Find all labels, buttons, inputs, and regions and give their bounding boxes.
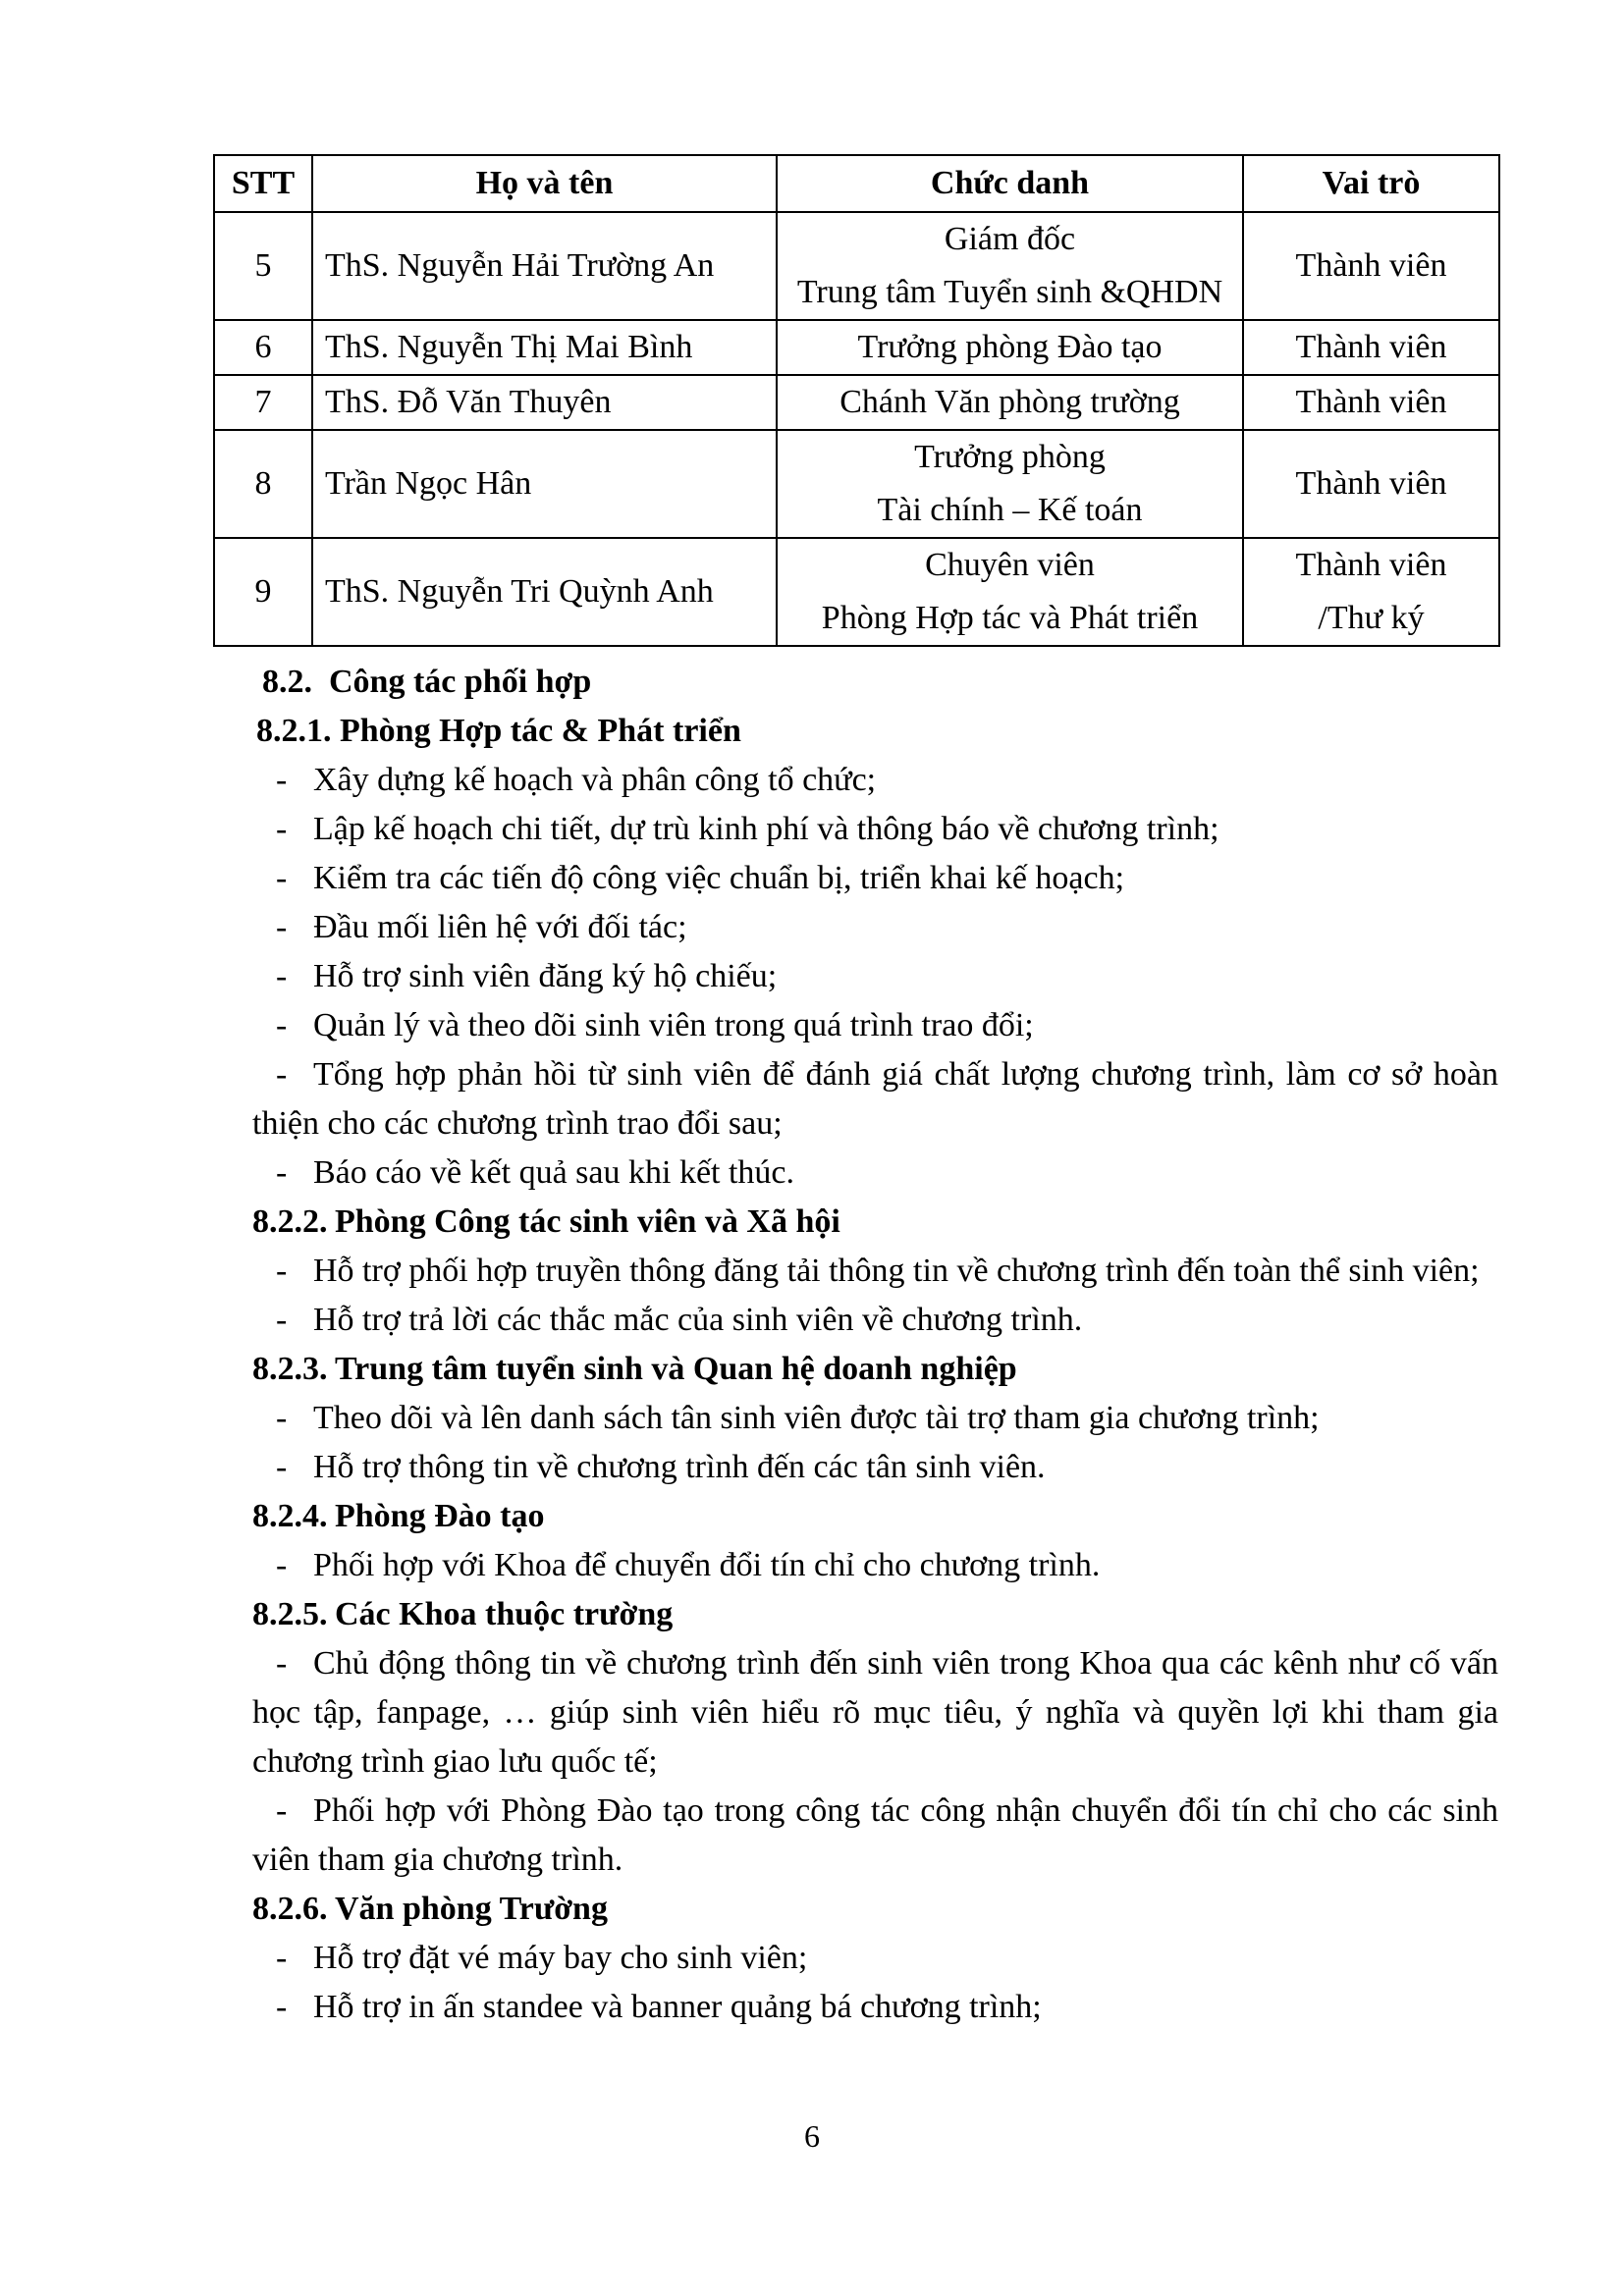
list-item	[252, 1148, 1498, 1198]
table-header-row	[214, 155, 1499, 212]
row-role	[1243, 320, 1499, 375]
list-item-text: Đầu mối liên hệ với đối tác;	[313, 909, 687, 945]
subsection-number: 8.2.4.	[252, 1498, 328, 1534]
list-item-text: Phối hợp với Phòng Đào tạo trong công tác công nhận chuyển đổi tín chỉ cho các sinh viên tham gia chương trình.	[252, 1792, 1498, 1878]
list-item-text: Hỗ trợ phối hợp truyền thông đăng tải thông tin về chương trình đến toàn thể sinh viên;	[313, 1253, 1480, 1289]
subsection-title: Trung tâm tuyển sinh và Quan hệ doanh nghiệp	[335, 1351, 1017, 1387]
row-stt: 9	[214, 538, 312, 646]
list-item	[252, 903, 1498, 952]
subsection-heading	[252, 1345, 1498, 1394]
subsection-number: 8.2.1.	[256, 713, 332, 749]
list-item-text: Báo cáo về kết quả sau khi kết thúc.	[313, 1154, 795, 1191]
row-name: ThS. Nguyễn Hải Trường An	[312, 212, 777, 320]
list-item-text: Hỗ trợ thông tin về chương trình đến các tân sinh viên.	[313, 1449, 1046, 1485]
bullet-dash: -	[276, 1645, 288, 1682]
row-name: ThS. Nguyễn Tri Quỳnh Anh	[312, 538, 777, 646]
list-item	[252, 1639, 1498, 1787]
bullet-dash: -	[276, 1007, 288, 1043]
list-item	[252, 1541, 1498, 1590]
row-title-line: Trưởng phòng Đào tạo	[857, 329, 1163, 365]
bullet-dash: -	[276, 1400, 288, 1436]
table-row	[214, 430, 1499, 538]
list-item-text: Quản lý và theo dõi sinh viên trong quá trình trao đổi;	[313, 1007, 1034, 1043]
row-role-line: Thành viên	[1295, 547, 1447, 583]
list-item-text: Phối hợp với Khoa để chuyển đổi tín chỉ cho chương trình.	[313, 1547, 1101, 1583]
document-body	[252, 658, 1498, 2032]
bullet-dash: -	[276, 860, 288, 896]
header-name: Họ và tên	[312, 155, 777, 212]
row-title	[777, 320, 1243, 375]
row-stt: 7	[214, 375, 312, 430]
bullet-dash: -	[276, 762, 288, 798]
list-item-text: Hỗ trợ trả lời các thắc mắc của sinh viên về chương trình.	[313, 1302, 1083, 1338]
bullet-dash: -	[276, 958, 288, 994]
table-row	[214, 212, 1499, 320]
table-row	[214, 538, 1499, 646]
subsection-heading	[252, 1198, 1498, 1247]
subsection-number: 8.2.2.	[252, 1203, 328, 1240]
list-item	[252, 1050, 1498, 1148]
list-item	[252, 1934, 1498, 1983]
section-title: Công tác phối hợp	[329, 664, 592, 700]
list-item-text: Hỗ trợ đặt vé máy bay cho sinh viên;	[313, 1940, 808, 1976]
list-item-text: Chủ động thông tin về chương trình đến sinh viên trong Khoa qua các kênh như cố vấn học tập, fanpage, … giúp sinh viên hiểu rõ mục tiêu, ý nghĩa và quyền lợi khi tham gia chương trình giao lưu quốc tế;	[252, 1645, 1498, 1780]
row-title-line: Chánh Văn phòng trường	[839, 384, 1180, 420]
row-title-line: Giám đốc	[944, 221, 1076, 257]
list-item	[252, 854, 1498, 903]
row-role-line: Thành viên	[1295, 247, 1447, 284]
row-role-line: Thành viên	[1295, 329, 1447, 365]
list-item-text: Xây dựng kế hoạch và phân công tổ chức;	[313, 762, 877, 798]
header-title: Chức danh	[777, 155, 1243, 212]
row-role	[1243, 538, 1499, 646]
row-title-line: Tài chính – Kế toán	[877, 492, 1143, 528]
list-item	[252, 1247, 1498, 1296]
subsection-heading	[252, 1492, 1498, 1541]
committee-table	[213, 154, 1500, 647]
row-stt: 5	[214, 212, 312, 320]
bullet-dash: -	[276, 1253, 288, 1289]
list-item-text: Lập kế hoạch chi tiết, dự trù kinh phí và thông báo về chương trình;	[313, 811, 1219, 847]
subsection-title: Văn phòng Trường	[335, 1891, 608, 1927]
subsection-title: Phòng Hợp tác & Phát triển	[340, 713, 741, 749]
bullet-dash: -	[276, 1792, 288, 1829]
bullet-dash: -	[276, 1056, 288, 1093]
subsection-heading	[252, 707, 1498, 756]
section-number: 8.2.	[262, 664, 312, 700]
row-role-line: Thành viên	[1295, 384, 1447, 420]
subsection-title: Phòng Đào tạo	[335, 1498, 545, 1534]
bullet-dash: -	[276, 811, 288, 847]
subsection-number: 8.2.5.	[252, 1596, 328, 1632]
list-item	[252, 1787, 1498, 1885]
list-item-text: Theo dõi và lên danh sách tân sinh viên được tài trợ tham gia chương trình;	[313, 1400, 1320, 1436]
bullet-dash: -	[276, 1449, 288, 1485]
list-item	[252, 1443, 1498, 1492]
row-title-line: Trung tâm Tuyển sinh &QHDN	[796, 274, 1223, 310]
subsection-number: 8.2.6.	[252, 1891, 328, 1927]
row-name: ThS. Đỗ Văn Thuyên	[312, 375, 777, 430]
bullet-dash: -	[276, 1940, 288, 1976]
list-item	[252, 1983, 1498, 2032]
subsection-number: 8.2.3.	[252, 1351, 328, 1387]
row-title-line: Trưởng phòng	[914, 439, 1106, 475]
row-title	[777, 538, 1243, 646]
bullet-dash: -	[276, 909, 288, 945]
subsection-heading	[252, 1590, 1498, 1639]
row-title	[777, 375, 1243, 430]
table-row	[214, 320, 1499, 375]
page-number: 6	[804, 2118, 820, 2154]
list-item	[252, 952, 1498, 1001]
header-stt: STT	[214, 155, 312, 212]
row-role-line: Thành viên	[1295, 465, 1447, 502]
bullet-dash: -	[276, 1989, 288, 2025]
list-item-text: Hỗ trợ in ấn standee và banner quảng bá chương trình;	[313, 1989, 1042, 2025]
subsection-title: Các Khoa thuộc trường	[335, 1596, 674, 1632]
bullet-dash: -	[276, 1302, 288, 1338]
row-stt: 6	[214, 320, 312, 375]
bullet-dash: -	[276, 1154, 288, 1191]
row-name: Trần Ngọc Hân	[312, 430, 777, 538]
subsection-heading	[252, 1885, 1498, 1934]
row-role-line: /Thư ký	[1318, 600, 1425, 636]
row-title	[777, 430, 1243, 538]
row-title	[777, 212, 1243, 320]
row-stt: 8	[214, 430, 312, 538]
table-row	[214, 375, 1499, 430]
row-role	[1243, 375, 1499, 430]
list-item	[252, 1296, 1498, 1345]
row-title-line: Chuyên viên	[925, 547, 1095, 583]
row-title-line: Phòng Hợp tác và Phát triển	[821, 600, 1199, 636]
row-role	[1243, 430, 1499, 538]
row-role	[1243, 212, 1499, 320]
list-item-text: Tổng hợp phản hồi từ sinh viên để đánh giá chất lượng chương trình, làm cơ sở hoàn thiện cho các chương trình trao đổi sau;	[252, 1056, 1498, 1142]
list-item	[252, 805, 1498, 854]
header-role: Vai trò	[1243, 155, 1499, 212]
list-item	[252, 756, 1498, 805]
subsection-title: Phòng Công tác sinh viên và Xã hội	[335, 1203, 840, 1240]
list-item-text: Hỗ trợ sinh viên đăng ký hộ chiếu;	[313, 958, 778, 994]
section-heading	[252, 658, 1498, 707]
bullet-dash: -	[276, 1547, 288, 1583]
list-item-text: Kiểm tra các tiến độ công việc chuẩn bị, triển khai kế hoạch;	[313, 860, 1125, 896]
list-item	[252, 1001, 1498, 1050]
row-name: ThS. Nguyễn Thị Mai Bình	[312, 320, 777, 375]
list-item	[252, 1394, 1498, 1443]
